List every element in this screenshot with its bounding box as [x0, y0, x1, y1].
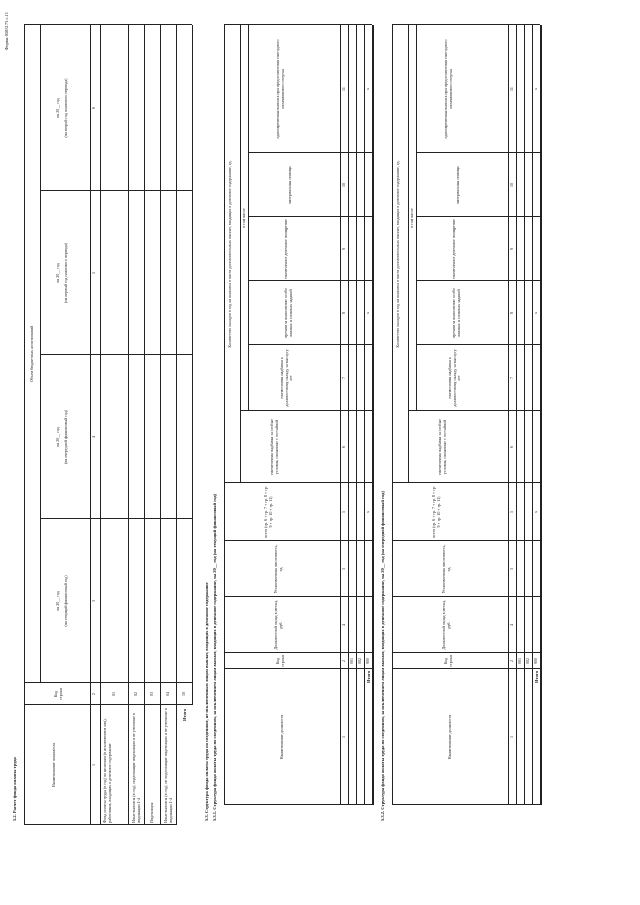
t2-colnum-3: 3	[509, 568, 514, 570]
t2-total-mark-2: x	[533, 312, 538, 314]
s52-row-2-code: 02	[133, 692, 138, 696]
t1-header-name: Наименование должности	[279, 714, 284, 760]
t1-colnum-1: 1	[341, 736, 346, 738]
t2-header-group: Количество окладов в год на выплаты в части дополнительных выплат, входящих в денежное содержание, ед.	[395, 160, 400, 348]
t2-header-total: всего (гр. 6 + гр. 7 + гр. 8 + гр. 9 + гр. 10 + гр. 11)	[431, 486, 441, 538]
t2-colnum-8: 8	[509, 312, 514, 314]
s52-row-1-code: 01	[111, 692, 116, 696]
t1-total-mark-2: x	[365, 312, 370, 314]
t2-header-name: Наименование должности	[447, 714, 452, 760]
t1-header-salary: Должностной оклад в месяц, руб.	[273, 600, 283, 650]
t2-row-1-code: 001	[517, 658, 522, 664]
t2-colnum-2: 2	[509, 660, 514, 662]
s52-row-3-code: 03	[149, 692, 154, 696]
t1-header-sub-5: материальная помощь	[287, 166, 292, 204]
t1-header-code: Код строки	[275, 655, 285, 667]
s52-header-code: Код строки	[53, 688, 63, 700]
t2-header-sub-5: материальная помощь	[455, 166, 460, 204]
s52-total-code: 10	[181, 692, 186, 696]
t1-total-code: 900	[365, 658, 370, 664]
t1-colnum-9: 9	[341, 248, 346, 250]
t2-total-mark-3: x	[533, 88, 538, 90]
t1-total-mark-3: x	[365, 88, 370, 90]
t1-row-1-code: 001	[349, 658, 354, 664]
t2-header-code: Код строки	[443, 655, 453, 667]
s52-colnum-5: 5	[91, 272, 96, 274]
t2-header-sub-3: премии за выполнение особо важных и сложных заданий	[451, 288, 461, 338]
t2-header-sub-6: единовременная выплата при предоставлении ежегодного оплачиваемого отпуска	[443, 39, 453, 139]
t1-header-group: Количество окладов в год на выплаты в части дополнительных выплат, входящих в денежное содержание, ед.	[227, 160, 232, 348]
section-5-3-title: 5.3. Структура фонда оплаты труда по сведениям, не исключенным лицам выплат, входящих в денежное содержание	[204, 582, 209, 821]
t1-header-in-that: в том числе	[241, 208, 246, 228]
s52-period-2-label: на 20__ год	[55, 427, 60, 447]
t1-header-sub-6: единовременная выплата при предоставлении ежегодного оплачиваемого отпуска	[275, 39, 285, 139]
s52-period-2-note: (на очередной финансовый год)	[63, 409, 68, 465]
t2-colnum-6: 6	[509, 446, 514, 448]
t1-total-mark-1: x	[365, 511, 370, 513]
s52-row-3-name: Индексация	[149, 802, 154, 823]
s52-row-2-name: Иные выплаты (в год), подлежащие индексации и не учтенные в индикации 1-4	[131, 713, 141, 823]
t2-row-2-code: 002	[525, 658, 530, 664]
t1-colnum-5: 5	[341, 511, 346, 513]
t1-colnum-11: 11	[341, 87, 346, 91]
t1-header-sub-4: ежемесячное денежное поощрение	[283, 219, 288, 279]
s52-colnum-3: 3	[91, 600, 96, 602]
s52-total-label: Итого	[182, 708, 187, 721]
t1-colnum-4: 4	[341, 624, 346, 626]
t2-header-sub-1: ежемесячная надбавка за особые условия, связанные с гостайной	[437, 418, 447, 476]
t2-header-sub-4: ежемесячное денежное поощрение	[451, 219, 456, 279]
t1-header-staff: Установленная численность, ед.	[273, 544, 283, 594]
s52-row-4-code: 04	[165, 692, 170, 696]
s52-period-3-note: (на первый год планового периода)	[63, 243, 68, 303]
s52-colnum-1: 1	[91, 764, 96, 766]
s52-period-4-label: на 20__ год	[55, 98, 60, 118]
t2-header-salary: Должностной оклад в месяц, руб.	[441, 600, 451, 650]
t2-total-label: Итого	[534, 670, 539, 683]
t2-total-code: 900	[533, 658, 538, 664]
section-5-2-title: 5.2. Расчет фонда оплаты труда	[12, 757, 17, 821]
t1-row-2-code: 002	[357, 658, 362, 664]
t2-colnum-9: 9	[509, 248, 514, 250]
t2-header-sub-2: ежемесячная надбавка к должностному окладу за выслугу лет	[447, 349, 462, 407]
s52-header-name: Наименование показателя	[51, 742, 56, 788]
t2-colnum-11: 11	[509, 87, 514, 91]
s52-row-4-name: Иные выплаты (в год), не подлежащие индексации и не учтенные в индикации 1-4	[163, 708, 173, 823]
t1-colnum-6: 6	[341, 446, 346, 448]
t2-colnum-1: 1	[509, 736, 514, 738]
t1-header-sub-1: ежемесячная надбавка за особые условия, связанные с гостайной	[269, 418, 279, 476]
s52-period-4-note: (на второй год планового периода)	[63, 78, 68, 138]
section-5-3-1-title: 5.3.1. Структура фонда оплаты труда по сведениям, за исключением лицам выплат, входящих в денежное содержание, на 20__ год (на текущий финансовый год)	[212, 493, 217, 821]
t1-colnum-3: 3	[341, 568, 346, 570]
t2-header-in-that: в том числе	[409, 208, 414, 228]
t1-header-sub-3: премии за выполнение особо важных и сложных заданий	[283, 288, 293, 338]
section-5-3-2-title: 5.3.2. Структура фонда оплаты труда по сведениям, за исключением лицам выплат, входящих в денежное содержание, на 20__ год (на очередной финансовый год)	[380, 491, 385, 821]
s52-period-1-note: (на текущий финансовый год)	[63, 575, 68, 627]
t1-colnum-10: 10	[341, 183, 346, 187]
t1-colnum-2: 2	[341, 660, 346, 662]
form-code: Форма 0503173 с.11	[4, 12, 9, 51]
s52-colnum-4: 4	[91, 436, 96, 438]
s52-colnum-2: 2	[91, 693, 96, 695]
t1-header-total: всего (гр. 6 + гр. 7 + гр. 8 + гр. 9 + гр. 10 + гр. 11)	[263, 486, 273, 538]
s52-period-1-label: на 20__ год	[55, 591, 60, 611]
t2-colnum-5: 5	[509, 511, 514, 513]
t1-colnum-8: 8	[341, 312, 346, 314]
t1-header-sub-2: ежемесячная надбавка к должностному окладу за выслугу лет	[279, 349, 294, 407]
t1-colnum-7: 7	[341, 377, 346, 379]
t2-total-mark-1: x	[533, 511, 538, 513]
t2-colnum-7: 7	[509, 377, 514, 379]
s52-row-1-name: Фонд оплаты труда (в год) по штатным (в исключением лиц), работников, входящих в денежное содержание	[102, 718, 112, 823]
t2-header-staff: Установленная численность, ед.	[441, 544, 451, 594]
t1-total-label: Итого	[366, 670, 371, 683]
s52-header-group: Объем бюджетных ассигнований	[29, 325, 34, 383]
t2-colnum-10: 10	[509, 183, 514, 187]
s52-period-3-label: на 20__ год	[55, 263, 60, 283]
s52-colnum-6: 6	[91, 107, 96, 109]
t2-colnum-4: 4	[509, 624, 514, 626]
